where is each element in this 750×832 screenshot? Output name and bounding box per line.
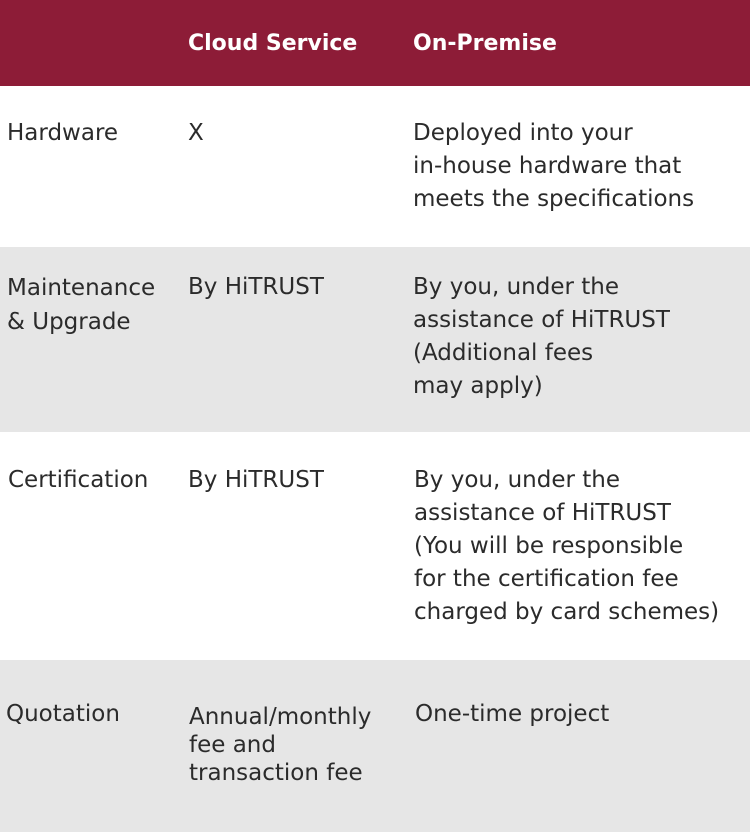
cloud-service-value: By HiTRUST — [188, 274, 324, 300]
row-label: Quotation — [6, 701, 120, 727]
cloud-service-value: By HiTRUST — [188, 467, 324, 493]
table-row-quotation — [0, 660, 750, 832]
row-label: Maintenance & Upgrade — [7, 275, 156, 335]
table-row-certification — [0, 432, 750, 660]
on-premise-value: By you, under the assistance of HiTRUST (Additional fees may apply) — [413, 274, 670, 399]
cloud-service-value: X — [188, 120, 204, 146]
cloud-service-value: Annual/monthly fee and transaction fee — [189, 704, 372, 786]
row-label: Hardware — [7, 120, 119, 146]
row-label: Certification — [8, 467, 149, 493]
on-premise-value: One-time project — [415, 701, 610, 727]
on-premise-value: By you, under the assistance of HiTRUST (You will be responsible for the certification fee charged by card schemes) — [414, 467, 720, 625]
table-row-hardware — [0, 86, 750, 247]
table-row-maintenance — [0, 247, 750, 432]
header-on-premise: On-Premise — [413, 31, 557, 56]
table-header — [0, 0, 750, 86]
header-cloud-service: Cloud Service — [188, 31, 358, 56]
on-premise-value: Deployed into your in-house hardware that meets the specifications — [413, 120, 695, 212]
